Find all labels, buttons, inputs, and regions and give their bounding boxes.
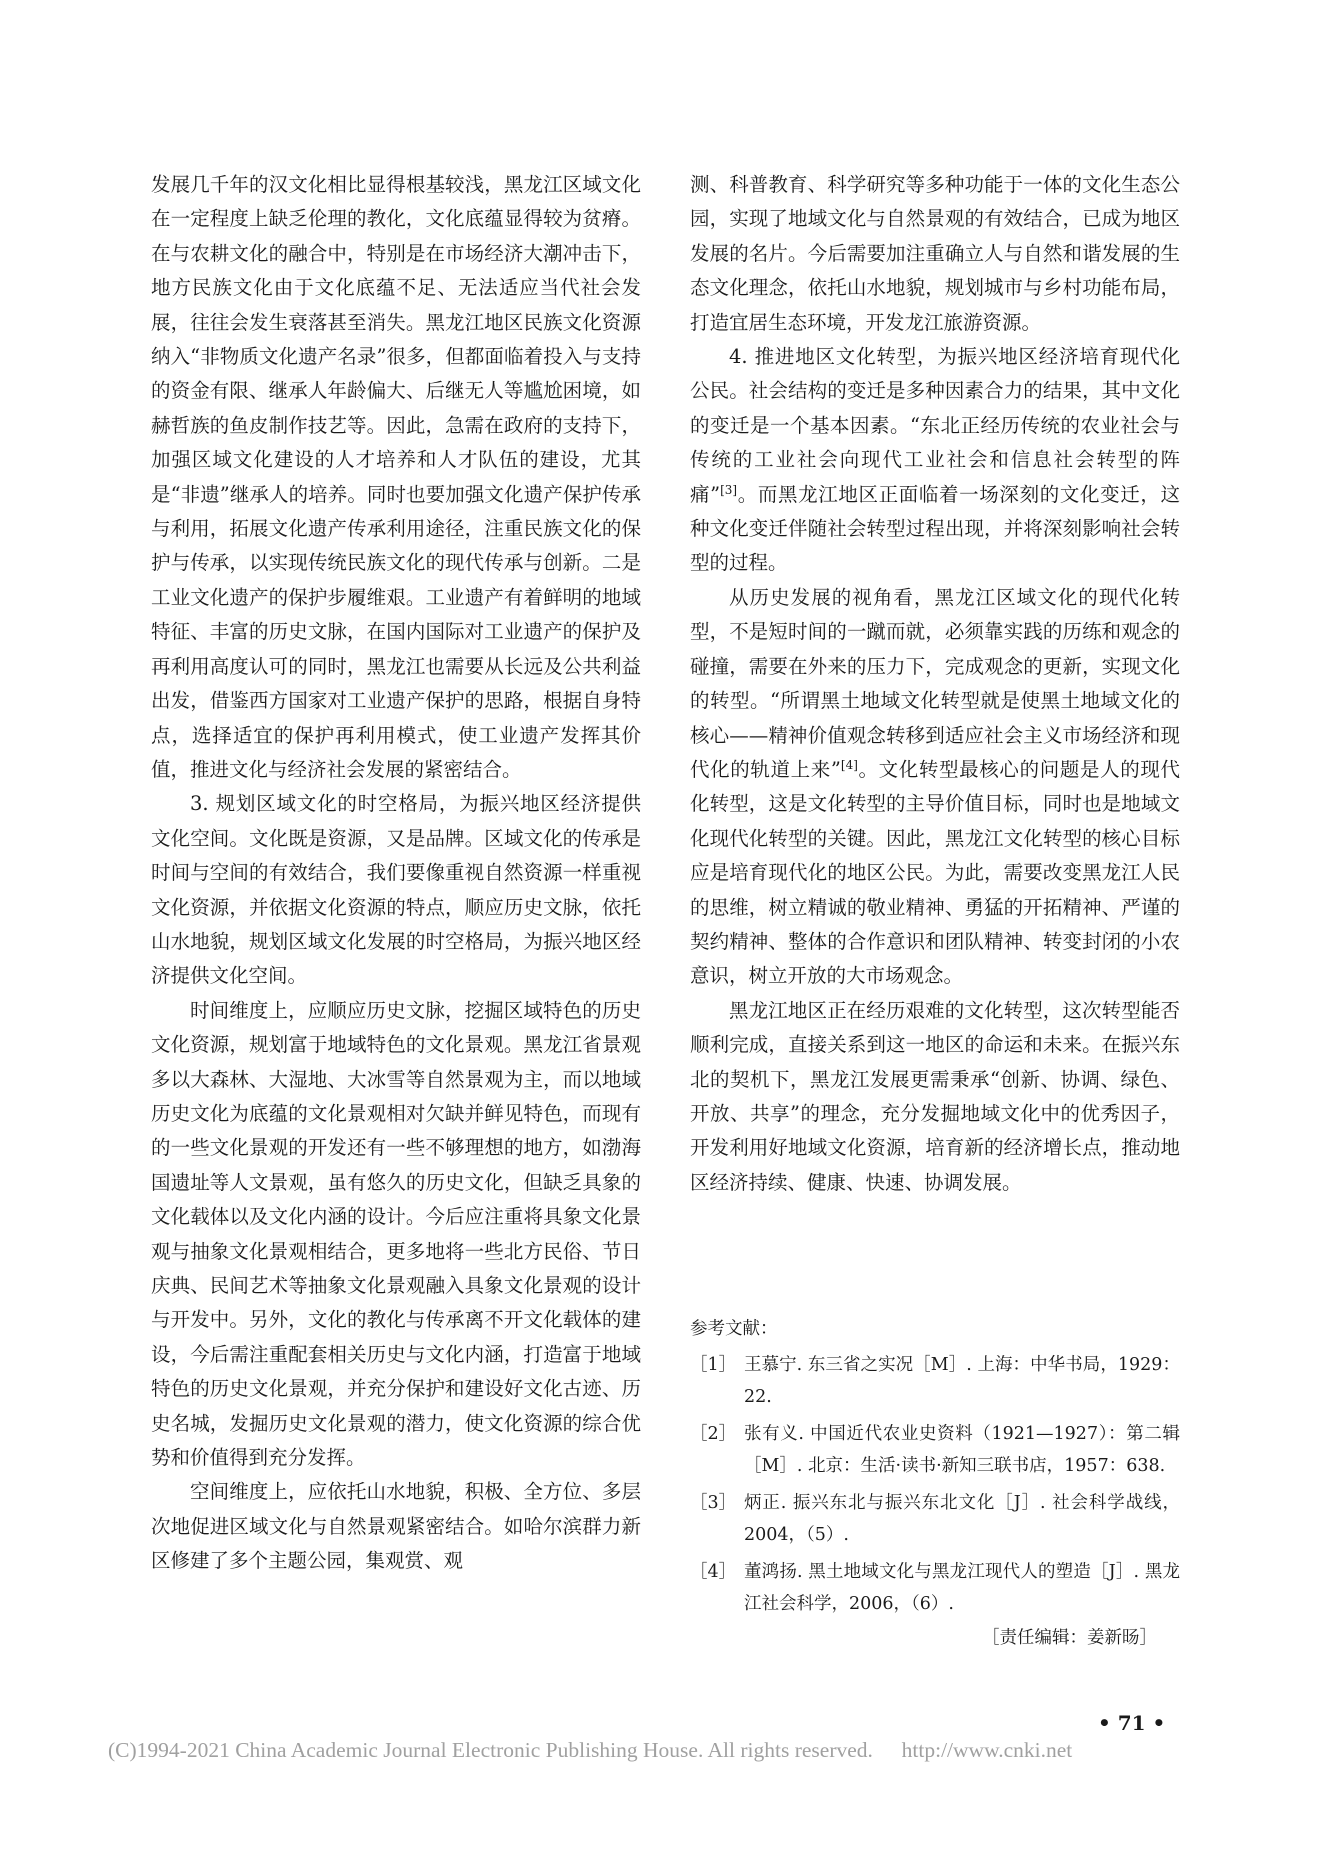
reference-text: 炳正. 振兴东北与振兴东北文化［J］. 社会科学战线，2004，（5）. (744, 1493, 1180, 1545)
references-section (690, 1313, 1180, 1625)
reference-number: ［2］ (690, 1424, 737, 1444)
body-paragraph: 测、科普教育、科学研究等多种功能于一体的文化生态公园，实现了地域文化与自然景观的有效结合，已成为地区发展的名片。今后需要加注重确立人与自然和谐发展的生态文化理念，依托山水地貌，规划城市与乡村功能布局，打造宜居生态环境，开发龙江旅游资源。 (690, 173, 1180, 334)
body-paragraph: 时间维度上，应顺应历史文脉，挖掘区域特色的历史文化资源，规划富于地域特色的文化景观。黑龙江省景观多以大森林、大湿地、大冰雪等自然景观为主，而以地域历史文化为底蕴的文化景观相对欠缺并鲜见特色，而现有的一些文化景观的开发还有一些不够理想的地方，如渤海国遗址等人文景观，虽有悠久的历史文化，但缺乏具象的文化载体以及文化内涵的设计。今后应注重将具象文化景观与抽象文化景观相结合，更多地将一些北方民俗、节日庆典、民间艺术等抽象文化景观融入具象文化景观的设计与开发中。另外，文化的教化与传承离不开文化载体的建设，今后需注重配套相关历史与文化内涵，打造富于地域特色的历史文化景观，并充分保护和建设好文化古迹、历史名城，发掘历史文化景观的潜力，使文化资源的综合优势和价值得到充分发挥。 (151, 998, 641, 1470)
footer-copyright (108, 1738, 1072, 1763)
reference-text: 张有义. 中国近代农业史资料（1921—1927）：第二辑［M］. 北京：生活·读书·新知三联书店，1957：638. (744, 1424, 1180, 1476)
reference-text: 王慕宁. 东三省之实况［M］. 上海：中华书局，1929：22. (744, 1355, 1180, 1407)
reference-item (690, 1418, 1180, 1482)
body-paragraph (690, 340, 1180, 581)
paragraph-text: 。而黑龙江地区正面临着一场深刻的文化变迁，这种文化变迁伴随社会转型过程出现，并将深刻影响社会转型的过程。 (690, 482, 1180, 575)
paragraph-text: 4. 推进地区文化转型，为振兴地区经济培育现代化公民。社会结构的变迁是多种因素合力的结果，其中文化的变迁是一个基本因素。“东北正经历传统的农业社会与传统的工业社会向现代工业社会和信息社会转型的阵痛” (690, 345, 1180, 506)
left-text-column (151, 168, 641, 1579)
copyright-text: (C)1994-2021 China Academic Journal Electronic Publishing House. All rights reserved. (108, 1738, 873, 1762)
body-paragraph (690, 581, 1180, 994)
body-paragraph: 黑龙江地区正在经历艰难的文化转型，这次转型能否顺利完成，直接关系到这一地区的命运和未来。在振兴东北的契机下，黑龙江发展更需秉承“创新、协调、绿色、开放、共享”的理念，充分发掘地域文化中的优秀因子，开发利用好地域文化资源，培育新的经济增长点，推动地区经济持续、健康、快速、协调发展。 (690, 998, 1180, 1194)
right-text-column (690, 168, 1180, 1200)
body-paragraph: 发展几千年的汉文化相比显得根基较浅，黑龙江区域文化在一定程度上缺乏伦理的教化，文化底蕴显得较为贫瘠。在与农耕文化的融合中，特别是在市场经济大潮冲击下，地方民族文化由于文化底蕴不足、无法适应当代社会发展，往往会发生衰落甚至消失。黑龙江地区民族文化资源纳入“非物质文化遗产名录”很多，但都面临着投入与支持的资金有限、继承人年龄偏大、后继无人等尴尬困境，如赫哲族的鱼皮制作技艺等。因此，急需在政府的支持下，加强区域文化建设的人才培养和人才队伍的建设，尤其是“非遗”继承人的培养。同时也要加强文化遗产保护传承与利用，拓展文化遗产传承利用途径，注重民族文化的保护与传承，以实现传统民族文化的现代传承与创新。二是工业文化遗产的保护步履维艰。工业遗产有着鲜明的地域特征、丰富的历史文脉，在国内国际对工业遗产的保护及再利用高度认可的同时，黑龙江也需要从长远及公共利益出发，借鉴西方国家对工业遗产保护的思路，根据自身特点，选择适宜的保护再利用模式，使工业遗产发挥其价值，推进文化与经济社会发展的紧密结合。 (151, 173, 641, 781)
page-number: • 71 • (1098, 1711, 1166, 1735)
body-paragraph: 3. 规划区域文化的时空格局，为振兴地区经济提供文化空间。文化既是资源，又是品牌。区域文化的传承是时间与空间的有效结合，我们要像重视自然资源一样重视文化资源，并依据文化资源的特点，顺应历史文脉，依托山水地貌，规划区域文化发展的时空格局，为振兴地区经济提供文化空间。 (151, 792, 641, 988)
citation-marker[interactable]: [4] (840, 757, 858, 772)
reference-number: ［1］ (690, 1355, 737, 1375)
footer-url[interactable]: http://www.cnki.net (901, 1738, 1073, 1762)
reference-text: 董鸿扬. 黑土地域文化与黑龙江现代人的塑造［J］. 黑龙江社会科学，2006，（6）. (744, 1562, 1180, 1614)
reference-number: ［3］ (690, 1493, 737, 1513)
paragraph-text: 从历史发展的视角看，黑龙江区域文化的现代化转型，不是短时间的一蹴而就，必须靠实践的历练和观念的碰撞，需要在外来的压力下，完成观念的更新，实现文化的转型。“所谓黑土地域文化转型就是使黑土地域文化的核心——精神价值观念转移到适应社会主义市场经济和现代化的轨道上来” (690, 585, 1180, 781)
paragraph-text: 。文化转型最核心的问题是人的现代化转型，这是文化转型的主导价值目标，同时也是地域文化现代化转型的关键。因此，黑龙江文化转型的核心目标应是培育现代化的地区公民。为此，需要改变黑龙江人民的思维，树立精诚的敬业精神、勇猛的开拓精神、严谨的契约精神、整体的合作意识和团队精神、转变封闭的小农意识，树立开放的大市场观念。 (690, 757, 1180, 988)
reference-item (690, 1487, 1180, 1551)
body-paragraph: 空间维度上，应依托山水地貌，积极、全方位、多层次地促进区域文化与自然景观紧密结合。如哈尔滨群力新区修建了多个主题公园，集观赏、观 (151, 1480, 641, 1573)
responsible-editor: ［责任编辑：姜新旸］ (982, 1628, 1157, 1648)
reference-number: ［4］ (690, 1562, 737, 1582)
reference-item (690, 1349, 1180, 1413)
references-title: 参考文献： (690, 1319, 778, 1339)
citation-marker[interactable]: [3] (720, 482, 738, 497)
reference-item (690, 1556, 1180, 1620)
